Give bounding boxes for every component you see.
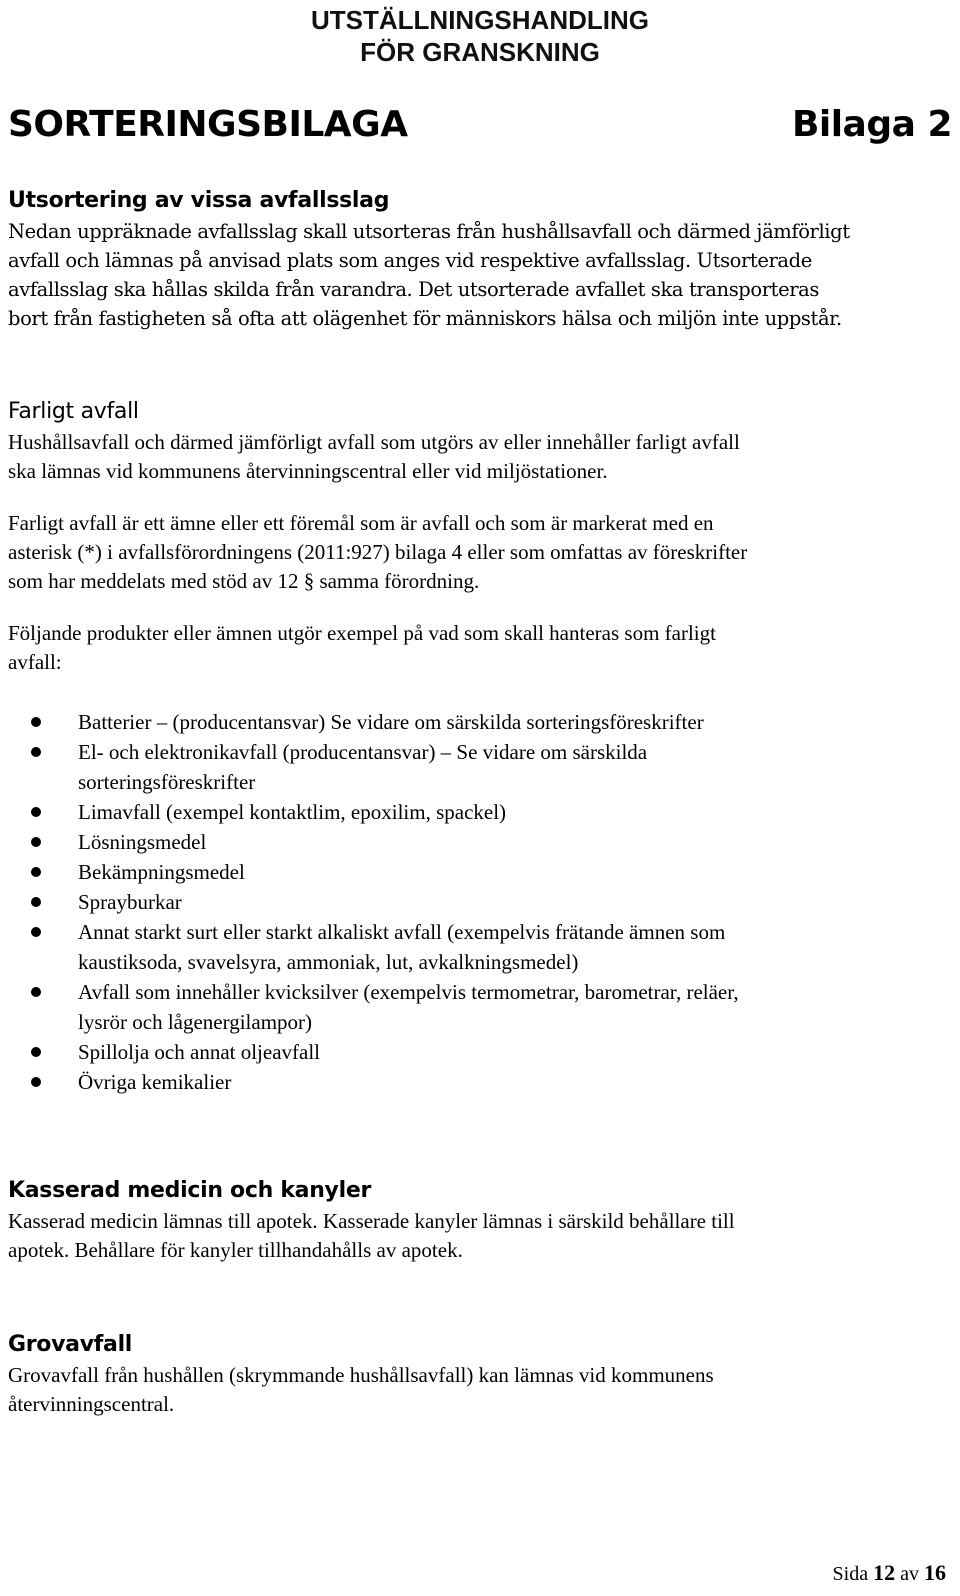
bullet-icon	[31, 897, 41, 907]
watermark	[0, 4, 960, 68]
bullet-icon	[31, 927, 41, 937]
text-line: Följande produkter eller ämnen utgör exempel på vad som skall hanteras som farligt	[8, 621, 716, 645]
page-number	[833, 1560, 946, 1586]
hazardous-list	[8, 707, 952, 1097]
text-line: Farligt avfall är ett ämne eller ett föremål som är avfall och som är markerat med en	[8, 511, 714, 535]
farligt-para-2	[8, 509, 952, 596]
list-item: Sprayburkar	[8, 887, 952, 917]
bullet-icon	[31, 747, 41, 757]
text-line: asterisk (*) i avfallsförordningens (2011:927) bilaga 4 eller som omfattas av föreskrifter	[8, 540, 748, 564]
list-item: Övriga kemikalier	[8, 1067, 952, 1097]
text-line: Grovavfall från hushållen (skrymmande hushållsavfall) kan lämnas vid kommunens	[8, 1363, 714, 1387]
section-utsortering	[8, 188, 952, 333]
bullet-icon	[31, 1077, 41, 1087]
text-line: Kasserad medicin lämnas till apotek. Kasserade kanyler lämnas i särskild behållare till	[8, 1209, 735, 1233]
watermark-line-2: FÖR GRANSKNING	[360, 37, 600, 67]
list-item: Batterier – (producentansvar) Se vidare om särskilda sorteringsföreskrifter	[8, 707, 952, 737]
text-line: avfall och lämnas på anvisad plats som anges vid respektive avfallsslag. Utsorterade	[8, 249, 812, 272]
page-label: Sida	[832, 1563, 869, 1585]
page-title: SORTERINGSBILAGA	[8, 104, 408, 145]
heading-utsortering: Utsortering av vissa avfallsslag	[8, 188, 390, 213]
bullet-icon	[31, 1047, 41, 1057]
list-item: Limavfall (exempel kontaktlim, epoxilim, spackel)	[8, 797, 952, 827]
bullet-icon	[31, 837, 41, 847]
list-item: El- och elektronikavfall (producentansvar) – Se vidare om särskilda sorteringsföreskrifter	[8, 737, 952, 797]
section-farligt-avfall	[8, 399, 952, 1097]
text-line: avfallsslag ska hållas skilda från varandra. Det utsorterade avfallet ska transporteras	[8, 278, 819, 301]
of-label: av	[900, 1563, 919, 1585]
farligt-para-1	[8, 428, 952, 486]
heading-farligt-avfall: Farligt avfall	[8, 399, 139, 424]
heading-grovavfall: Grovavfall	[8, 1332, 133, 1357]
text-line: återvinningscentral.	[8, 1392, 175, 1416]
utsortering-text	[8, 217, 952, 333]
bullet-icon	[31, 867, 41, 877]
bullet-icon	[31, 807, 41, 817]
section-medicin	[8, 1178, 952, 1265]
section-grovavfall	[8, 1332, 952, 1419]
farligt-para-3	[8, 619, 952, 677]
bullet-icon	[31, 987, 41, 997]
grovavfall-text	[8, 1361, 952, 1419]
text-line: Hushållsavfall och därmed jämförligt avfall som utgörs av eller innehåller farligt avfall	[8, 430, 740, 454]
text-line: som har meddelats med stöd av 12 § samma förordning.	[8, 569, 480, 593]
list-item: Avfall som innehåller kvicksilver (exempelvis termometrar, barometrar, reläer, lysrör och lågenergilampor)	[8, 977, 952, 1037]
watermark-line-1: UTSTÄLLNINGSHANDLING	[311, 5, 649, 35]
text-line: ska lämnas vid kommunens återvinningscentral eller vid miljöstationer.	[8, 459, 608, 483]
list-item: Lösningsmedel	[8, 827, 952, 857]
list-item: Annat starkt surt eller starkt alkaliskt avfall (exempelvis frätande ämnen som kaustiksoda, svavelsyra, ammoniak, lut, avkalkningsmedel)	[8, 917, 952, 977]
heading-medicin: Kasserad medicin och kanyler	[8, 1178, 372, 1203]
text-line: apotek. Behållare för kanyler tillhandahålls av apotek.	[8, 1238, 463, 1262]
list-item: Spillolja och annat oljeavfall	[8, 1037, 952, 1067]
list-item: Bekämpningsmedel	[8, 857, 952, 887]
bullet-icon	[31, 717, 41, 727]
text-line: Nedan uppräknade avfallsslag skall utsorteras från hushållsavfall och därmed jämförligt	[8, 220, 850, 243]
total-pages: 16	[924, 1560, 946, 1585]
medicin-text	[8, 1207, 952, 1265]
text-line: avfall:	[8, 650, 62, 674]
bilaga-label: Bilaga 2	[791, 104, 952, 145]
current-page: 12	[873, 1560, 896, 1585]
text-line: bort från fastigheten så ofta att olägenhet för människors hälsa och miljön inte uppstår.	[8, 307, 842, 330]
title-row	[8, 104, 952, 145]
